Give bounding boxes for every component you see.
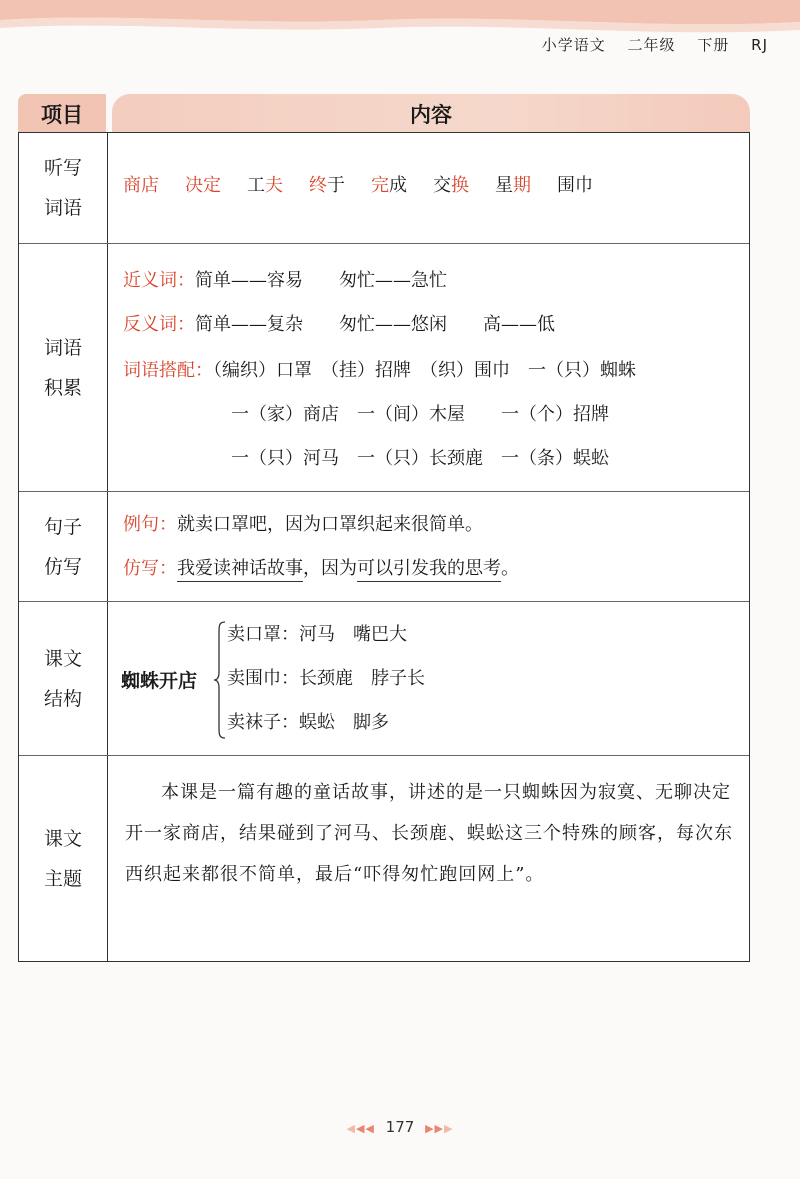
row-label-dictation: 听写 词语 <box>43 157 82 219</box>
column-header-content: 内容 <box>112 94 750 134</box>
subject-label: 小学语文 <box>541 36 606 54</box>
row-sentence-imitation <box>19 491 749 602</box>
prev-arrow-icon: ◀◀ <box>355 1122 375 1135</box>
structure-branch-1: 卖口罩：河马 嘴巴大 <box>227 624 407 645</box>
dictation-word-list <box>123 171 619 197</box>
dictation-word: 交换 <box>433 175 469 196</box>
dictation-word: 决定 <box>185 175 221 196</box>
summary-table <box>18 94 750 962</box>
dictation-word: 商店 <box>123 175 159 196</box>
dictation-word: 围巾 <box>557 175 593 196</box>
grade-label: 二年级 <box>627 36 676 54</box>
row-text-theme <box>19 755 749 962</box>
structure-root: 蜘蛛开店 <box>121 670 198 692</box>
row-label-vocabulary: 词语 积累 <box>43 337 82 399</box>
synonym-line: 近义词：简单——容易 匆忙——急忙 <box>123 270 447 291</box>
next-arrow-icon: ▶▶ <box>425 1122 445 1135</box>
dictation-word: 完成 <box>371 175 407 196</box>
row-label-structure: 课文 结构 <box>43 648 82 710</box>
row-dictation <box>19 133 749 243</box>
dictation-word: 终于 <box>309 175 345 196</box>
structure-branch-2: 卖围巾：长颈鹿 脖子长 <box>227 668 425 689</box>
table-body <box>18 132 750 962</box>
collocation-line-3: 一（只）河马 一（只）长颈鹿 一（条）蜈蚣 <box>231 448 609 469</box>
page-number: 177 <box>385 1118 415 1136</box>
volume-label: 下册 <box>697 36 730 54</box>
dictation-word: 星期 <box>495 175 531 196</box>
theme-paragraph: 本课是一篇有趣的童话故事，讲述的是一只蜘蛛因为寂寞、无聊决定开一家商店，结果碰到了河马、长颈鹿、蜈蚣这三个特殊的顾客，每次东西织起来都很不简单，最后“吓得匆忙跑回网上”。 <box>125 782 733 885</box>
page-footer <box>0 1118 800 1136</box>
structure-branch-3: 卖袜子：蜈蚣 脚多 <box>227 712 389 733</box>
next-arrow-icon: ▶ <box>444 1122 454 1135</box>
antonym-line: 反义词：简单——复杂 匆忙——悠闲 高——低 <box>123 314 555 335</box>
imitated-sentence: 仿写：我爱读神话故事，因为可以引发我的思考。 <box>123 554 519 580</box>
table-header <box>18 94 750 134</box>
row-text-structure <box>19 601 749 756</box>
collocation-line-1: 词语搭配：（编织）口罩 （挂）招牌 （织）围巾 一（只）蜘蛛 <box>123 360 636 381</box>
dictation-word: 工夫 <box>247 175 283 196</box>
example-sentence: 例句：就卖口罩吧，因为口罩织起来很简单。 <box>123 514 483 535</box>
row-label-imitation: 句子 仿写 <box>43 516 82 578</box>
edition-label: RJ <box>751 36 768 54</box>
prev-arrow-icon: ◀ <box>346 1122 356 1135</box>
column-header-item: 项目 <box>18 94 106 134</box>
collocation-line-2: 一（家）商店 一（间）木屋 一（个）招牌 <box>231 404 609 425</box>
book-info <box>526 34 768 55</box>
row-label-theme: 课文 主题 <box>43 828 82 890</box>
row-vocabulary <box>19 243 749 492</box>
structure-brace <box>213 620 227 740</box>
